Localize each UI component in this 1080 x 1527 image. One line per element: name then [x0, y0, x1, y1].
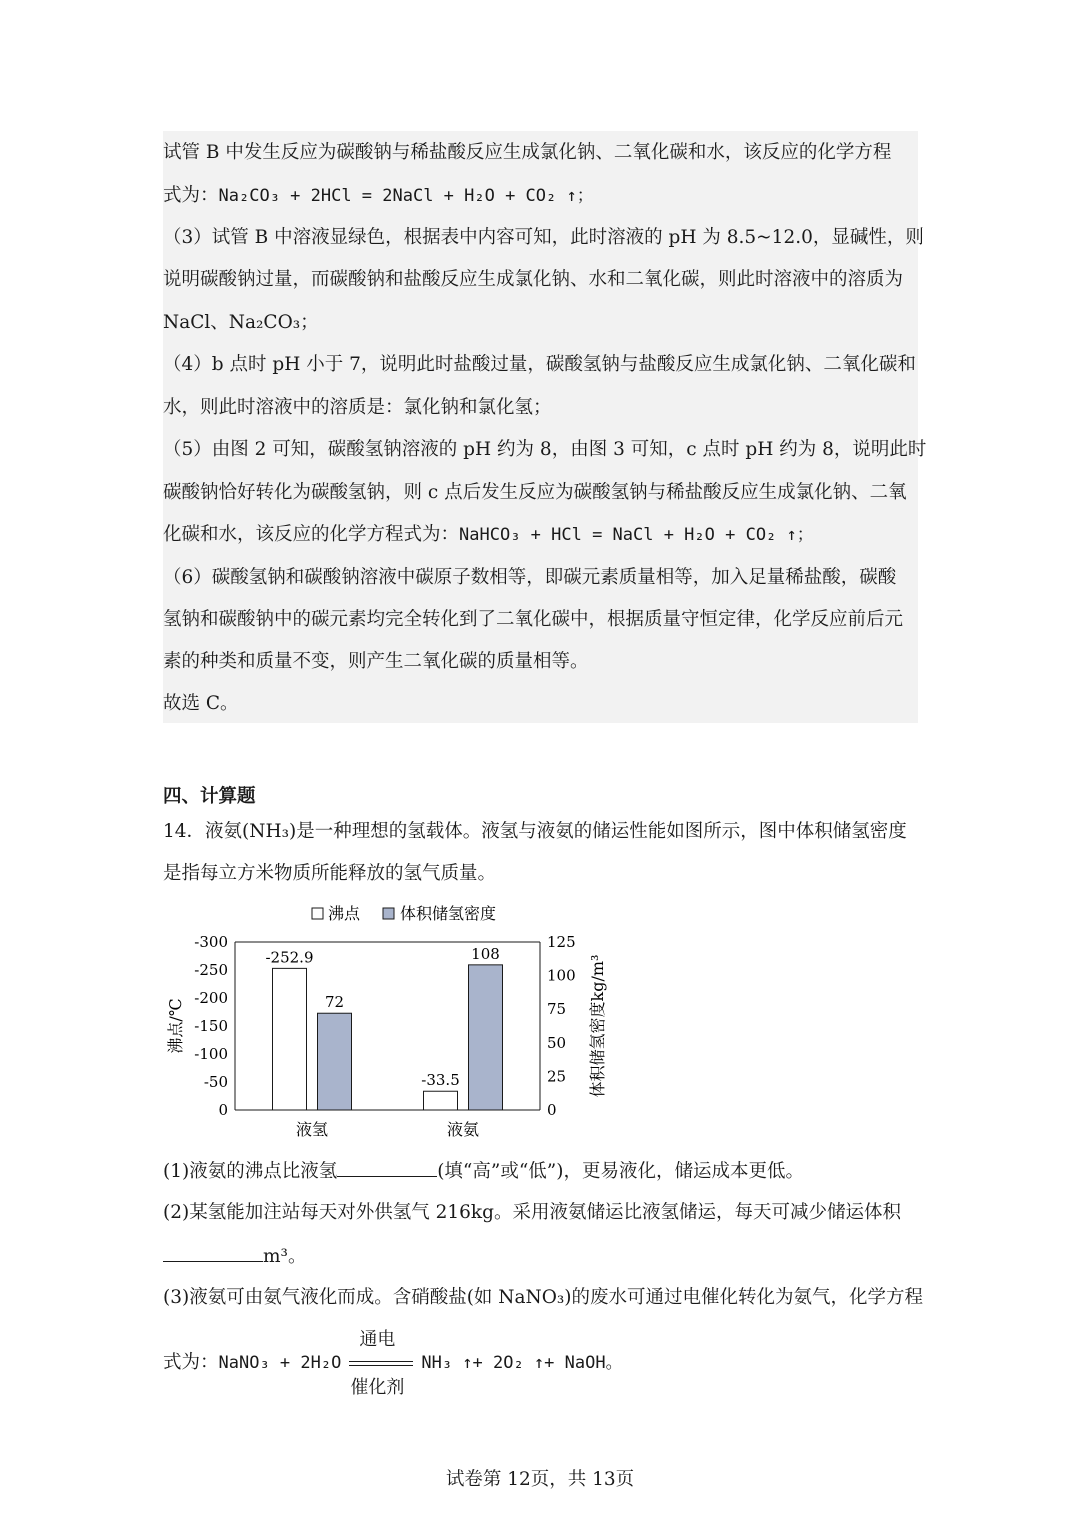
condition-top: 通电 — [359, 1329, 396, 1350]
question-14-line-2: 是指每立方米物质所能释放的氢气质量。 — [163, 863, 497, 884]
section-heading: 四、计算题 — [163, 786, 256, 807]
right-tick-label: 75 — [547, 1000, 567, 1019]
page-footer: 试卷第 12页，共 13页 — [445, 1469, 635, 1490]
left-tick-label: -150 — [194, 1017, 228, 1035]
answer-line-7: 水，则此时溶液中的溶质是：氯化钠和氯化氢； — [163, 397, 552, 418]
bar-chart — [160, 895, 630, 1150]
answer-line-2 — [163, 184, 594, 208]
right-tick-label: 0 — [547, 1101, 557, 1119]
answer-line-9: 碳酸钠恰好转化为碳酸氢钠，则 c 点后发生反应为碳酸氢钠与稀盐酸反应生成氯化钠、二氧 — [163, 482, 907, 503]
legend-swatch-boiling-point — [312, 908, 323, 919]
answer-blank-1[interactable] — [337, 1158, 437, 1177]
equals-line-top — [349, 1361, 413, 1362]
answer-blank-2[interactable] — [163, 1243, 263, 1262]
left-tick-label: -50 — [203, 1073, 228, 1091]
equation-2-prefix: 化碳和水，该反应的化学方程式为： — [163, 524, 460, 545]
legend-label-density: 体积储氢密度 — [400, 904, 497, 923]
answer-line-13: 素的种类和质量不变，则产生二氧化碳的质量相等。 — [163, 651, 589, 672]
reaction-condition — [345, 1329, 417, 1398]
equals-line-bottom — [349, 1365, 413, 1366]
question-3-equation — [163, 1329, 623, 1398]
legend-label-boiling-point: 沸点 — [328, 904, 361, 923]
answer-explanation-box — [163, 131, 918, 723]
right-tick-label: 125 — [547, 933, 576, 951]
left-tick-label: -100 — [194, 1045, 228, 1063]
equation-2: NaHCO₃ + HCl = NaCl + H₂O + CO₂ ↑； — [459, 525, 814, 545]
right-tick-label: 25 — [547, 1067, 567, 1086]
question-1-text-after: (填“高”或“低”)，更易液化，储运成本更低。 — [437, 1161, 804, 1182]
answer-line-12: 氢钠和碳酸钠中的碳元素均完全转化到了二氧化碳中，根据质量守恒定律，化学反应前后元 — [163, 609, 904, 630]
bar-value-label: -33.5 — [421, 1071, 460, 1090]
y-axis-label-right: 体积储氢密度kg/m³ — [588, 954, 607, 1098]
left-tick-label: 0 — [218, 1101, 228, 1119]
question-3-prefix: 式为： — [163, 1352, 219, 1373]
left-tick-label: -300 — [194, 933, 228, 951]
equation-prefix: 式为： — [163, 185, 219, 206]
question-2-unit: m³。 — [263, 1246, 307, 1267]
bar-value-label: 108 — [471, 944, 500, 963]
bar-value-label: 72 — [324, 993, 345, 1012]
answer-line-3: （3）试管 B 中溶液显绿色，根据表中内容可知，此时溶液的 pH 为 8.5~12.0，显碱性，则 — [163, 227, 924, 248]
answer-line-5: NaCl、Na₂CO₃； — [163, 312, 319, 333]
category-label: 液氢 — [295, 1120, 329, 1139]
right-tick-label: 100 — [547, 966, 576, 985]
answer-line-10 — [163, 523, 814, 547]
question-2-answer-line — [163, 1243, 306, 1269]
question-14-line-1: 14．液氨(NH₃)是一种理想的氢载体。液氢与液氨的储运性能如图所示，图中体积储氢密度 — [163, 821, 907, 842]
right-tick-label: 50 — [547, 1033, 567, 1052]
y-axis-label-left: 沸点/℃ — [166, 998, 185, 1054]
condition-bottom: 催化剂 — [350, 1377, 405, 1398]
question-1 — [163, 1158, 804, 1184]
equation-3-left: NaNO₃ + 2H₂O — [218, 1353, 342, 1373]
answer-line-4: 说明碳酸钠过量，而碳酸钠和盐酸反应生成氯化钠、水和二氧化碳，则此时溶液中的溶质为 — [163, 269, 904, 290]
category-label: 液氨 — [446, 1120, 480, 1139]
chart-legend — [312, 904, 496, 923]
answer-line-8: （5）由图 2 可知，碳酸氢钠溶液的 pH 约为 8，由图 3 可知，c 点时 pH 约为 8，说明此时 — [163, 439, 927, 460]
bar-0-1 — [424, 1091, 458, 1110]
answer-line-1: 试管 B 中发生反应为碳酸钠与稀盐酸反应生成氯化钠、二氧化碳和水，该反应的化学方程 — [163, 142, 892, 163]
category-labels — [296, 1120, 479, 1139]
question-1-text: (1)液氨的沸点比液氢 — [163, 1161, 338, 1182]
answer-line-14: 故选 C。 — [163, 693, 239, 714]
left-tick-label: -250 — [194, 961, 228, 979]
question-3: (3)液氨可由氨气液化而成。含硝酸盐(如 NaNO₃)的废水可通过电催化转化为氨气，化学方程 — [163, 1287, 924, 1308]
bars — [273, 965, 503, 1110]
answer-line-6: （4）b 点时 pH 小于 7，说明此时盐酸过量，碳酸氢钠与盐酸反应生成氯化钠、二氧化碳和 — [163, 354, 916, 375]
right-tick-labels — [547, 933, 576, 1119]
bar-0-0 — [273, 968, 307, 1110]
bar-1-1 — [469, 965, 503, 1110]
left-tick-labels — [194, 933, 228, 1119]
question-2: (2)某氢能加注站每天对外供氢气 216kg。采用液氨储运比液氢储运，每天可减少储运体积 — [163, 1202, 901, 1223]
answer-line-11: （6）碳酸氢钠和碳酸钠溶液中碳原子数相等，即碳元素质量相等，加入足量稀盐酸，碳酸 — [163, 567, 897, 588]
equation-1: Na₂CO₃ + 2HCl = 2NaCl + H₂O + CO₂ ↑； — [218, 186, 594, 206]
bar-value-label: -252.9 — [265, 948, 314, 967]
equation-3-right: NH₃ ↑+ 2O₂ ↑+ NaOH。 — [421, 1353, 623, 1373]
legend-swatch-density — [383, 908, 394, 919]
left-tick-label: -200 — [194, 989, 228, 1007]
bar-1-0 — [318, 1013, 352, 1110]
